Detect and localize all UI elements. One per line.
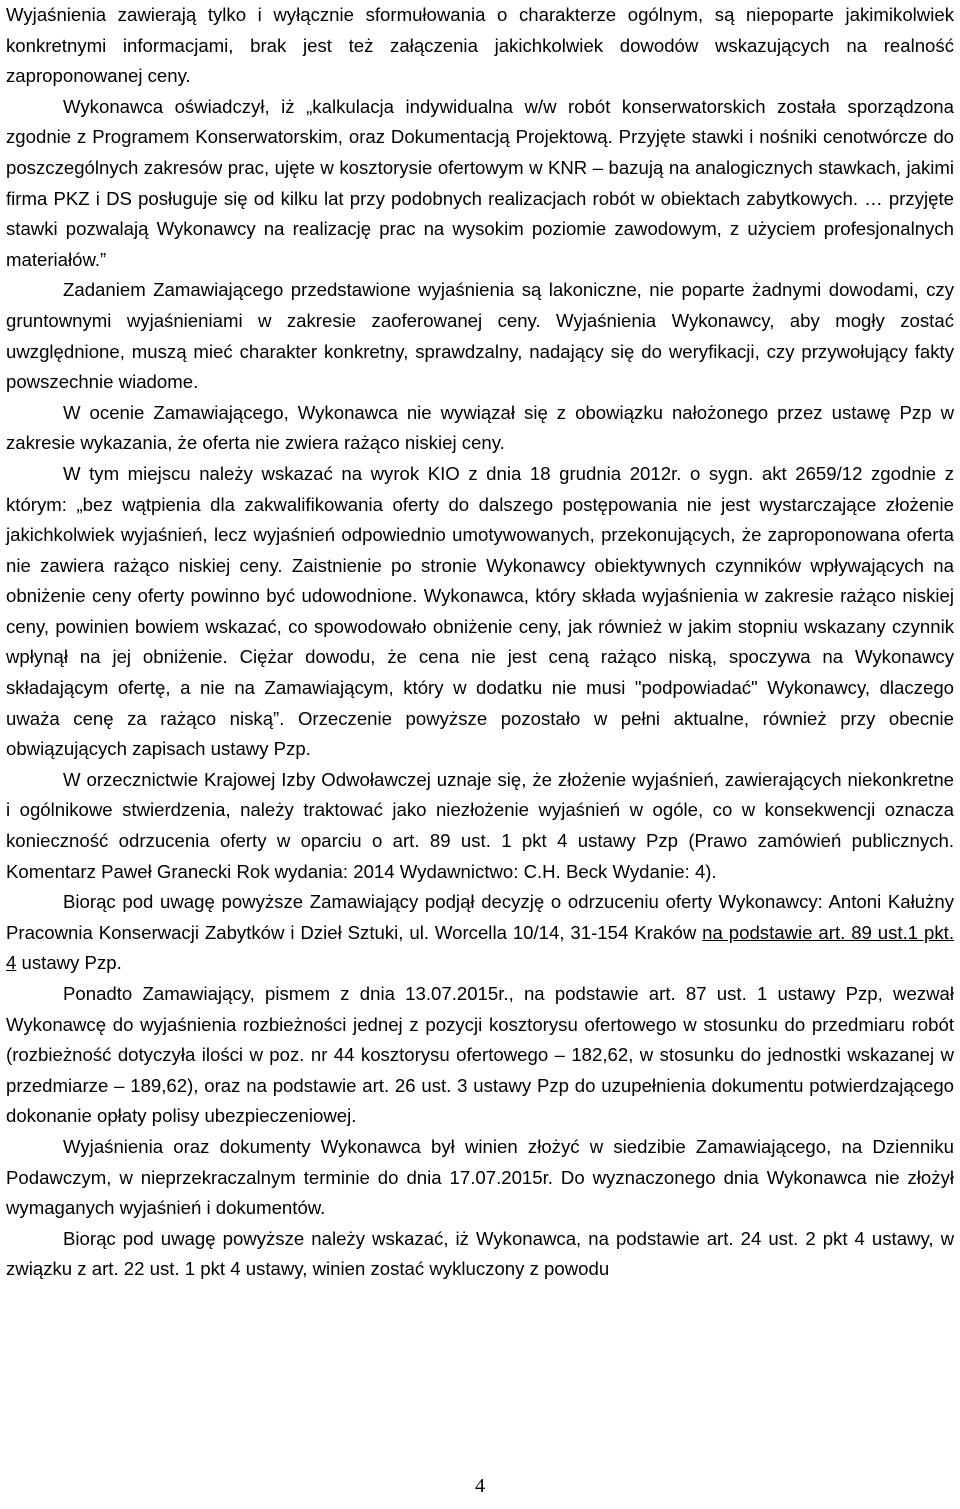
- paragraph-5: W tym miejscu należy wskazać na wyrok KIO z dnia 18 grudnia 2012r. o sygn. akt 2659/12 zgodnie z którym: „bez wątpienia dla zakwalifikowania oferty do dalszego postępowania nie jest wystarczające złożenie jakichkolwiek wyjaśnień, lecz wyjaśnień odpowiednio umotywowanych, przekonujących, że zaproponowana oferta nie zawiera rażąco niskiej ceny. Zaistnienie po stronie Wykonawcy obiektywnych czynników wpływających na obniżenie ceny oferty powinno być udowodnione. Wykonawca, który składa wyjaśnienia w zakresie rażąco niskiej ceny, powinien bowiem wskazać, co spowodowało obniżenie ceny, jak również w jakim stopniu wskazany czynnik wpłynął na jej obniżenie. Ciężar dowodu, że cena nie jest ceną rażąco niską, spoczywa na Wykonawcy składającym ofertę, a nie na Zamawiającym, który w dodatku nie musi "podpowiadać" Wykonawcy, dlaczego uważa cenę za rażąco niską”. Orzeczenie powyższe pozostało w pełni aktualne, również przy obecnie obwiązujących zapisach ustawy Pzp.: [6, 462, 954, 760]
- paragraph-9: Wyjaśnienia oraz dokumenty Wykonawca był winien złożyć w siedzibie Zamawiającego, na Dzienniku Podawczym, w nieprzekraczalnym terminie do dnia 17.07.2015r. Do wyznaczonego dnia Wykonawca nie złożył wymaganych wyjaśnień i dokumentów.: [6, 1135, 954, 1219]
- paragraph-1: Wyjaśnienia zawierają tylko i wyłącznie sformułowania o charakterze ogólnym, są niepoparte jakimikolwiek konkretnymi informacjami, brak jest też załączenia jakichkolwiek dowodów wskazujących na realność zaproponowanej ceny.: [6, 4, 954, 87]
- legal-basis-underlined: na podstawie art. 89 ust.1 pkt. 4: [6, 921, 954, 974]
- paragraph-7: [6, 887, 954, 979]
- paragraph-8: Ponadto Zamawiający, pismem z dnia 13.07.2015r., na podstawie art. 87 ust. 1 ustawy Pzp, wezwał Wykonawcę do wyjaśnienia rozbieżności jednej z pozycji kosztorysu ofertowego w stosunku do przedmiaru robót (rozbieżność dotyczyła ilości w poz. nr 44 kosztorysu ofertowego – 182,62, w stosunku do jednostki wskazanej w przedmiarze – 189,62), oraz na podstawie art. 26 ust. 3 ustawy Pzp do uzupełnienia dokumentu potwierdzającego dokonanie opłaty polisy ubezpieczeniowej.: [6, 983, 954, 1127]
- paragraph-3: Zadaniem Zamawiającego przedstawione wyjaśnienia są lakoniczne, nie poparte żadnymi dowodami, czy gruntownymi wyjaśnieniami w zakresie zaoferowanej ceny. Wyjaśnienia Wykonawcy, aby mogły zostać uwzględnione, muszą mieć charakter konkretny, sprawdzalny, nadający się do weryfikacji, czy przywołujący fakty powszechnie wiadome.: [6, 279, 954, 393]
- document-body: [6, 0, 954, 1285]
- paragraph-7-tail: ustawy Pzp.: [16, 952, 122, 974]
- paragraph-10: Biorąc pod uwagę powyższe należy wskazać, iż Wykonawca, na podstawie art. 24 ust. 2 pkt 4 ustawy, w związku z art. 22 ust. 1 pkt 4 ustawy, winien zostać wykluczony z powodu: [6, 1227, 954, 1280]
- paragraph-2: Wykonawca oświadczył, iż „kalkulacja indywidualna w/w robót konserwatorskich została sporządzona zgodnie z Programem Konserwatorskim, oraz Dokumentacją Projektową. Przyjęte stawki i nośniki cenotwórcze do poszczególnych zakresów prac, ujęte w kosztorysie ofertowym w KNR – bazują na analogicznych stawkach, jakimi firma PKZ i DS posługuje się od kilku lat przy podobnych realizacjach robót w obiektach zabytkowych. … przyjęte stawki pozwalają Wykonawcy na realizację prac na wysokim poziomie zawodowym, z użyciem profesjonalnych materiałów.”: [6, 95, 954, 270]
- paragraph-7-text: Biorąc pod uwagę powyższe Zamawiający podjął decyzję o odrzuceniu oferty Wykonawcy: Antoni Kałużny Pracownia Konserwacji Zabytków i Dzieł Sztuki, ul. Worcella 10/14, 31-154 Kraków: [6, 891, 954, 943]
- paragraph-6: W orzecznictwie Krajowej Izby Odwoławczej uznaje się, że złożenie wyjaśnień, zawierających niekonkretne i ogólnikowe stwierdzenia, należy traktować jako niezłożenie wyjaśnień w ogóle, co w konsekwencji oznacza konieczność odrzucenia oferty w oparciu o art. 89 ust. 1 pkt 4 ustawy Pzp (Prawo zamówień publicznych. Komentarz Paweł Granecki Rok wydania: 2014 Wydawnictwo: C.H. Beck Wydanie: 4).: [6, 768, 954, 882]
- paragraph-4: W ocenie Zamawiającego, Wykonawca nie wywiązał się z obowiązku nałożonego przez ustawę Pzp w zakresie wykazania, że oferta nie zwiera rażąco niskiej ceny.: [6, 401, 954, 454]
- page-number: 4: [475, 1475, 485, 1497]
